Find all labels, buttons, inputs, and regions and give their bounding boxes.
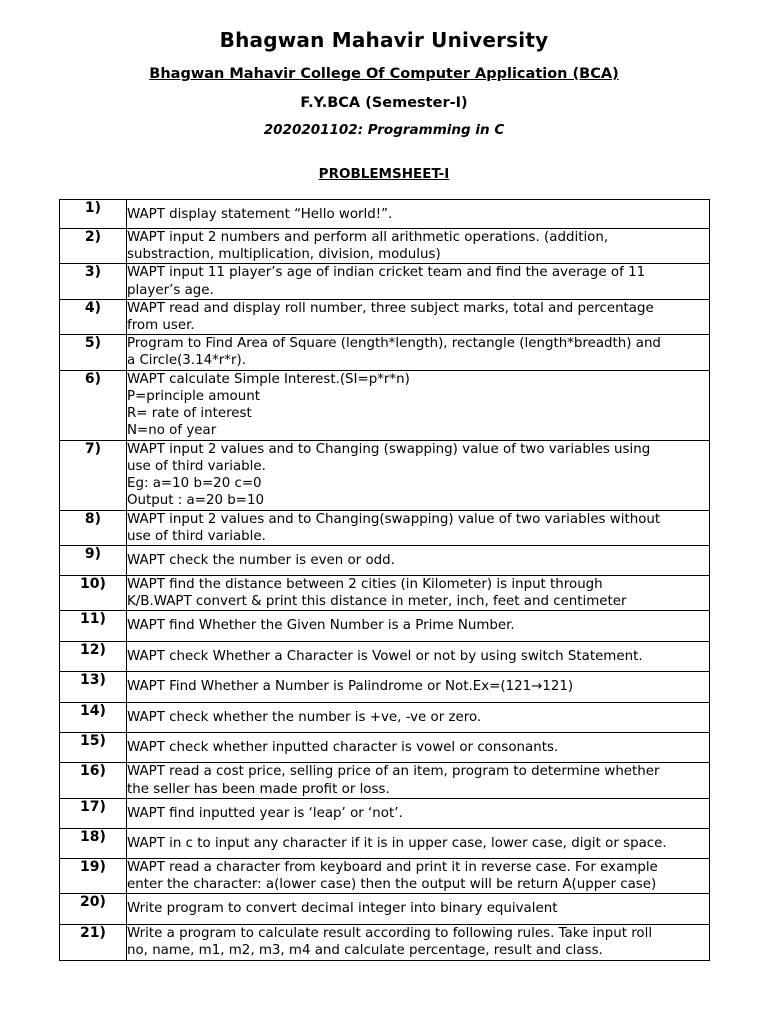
question-number: 6): [60, 370, 127, 440]
question-text: [127, 642, 710, 672]
question-line: WAPT Find Whether a Number is Palindrome or Not.Ex=(121→121): [127, 679, 574, 695]
question-row: [60, 200, 710, 229]
question-line: P=principle amount: [127, 388, 260, 404]
question-line: Program to Find Area of Square (length*length), rectangle (length*breadth) and: [127, 336, 661, 352]
question-row: [60, 229, 710, 264]
question-number: 5): [60, 335, 127, 370]
question-line: Output : a=20 b=10: [127, 493, 265, 509]
question-line: Write a program to calculate result according to following rules. Take input roll: [127, 926, 653, 942]
question-line: WAPT read a cost price, selling price of an item, program to determine whether: [127, 764, 660, 780]
question-line: WAPT calculate Simple Interest.(SI=p*r*n): [127, 371, 410, 387]
question-text: [127, 858, 710, 893]
question-line: WAPT check the number is even or odd.: [127, 553, 395, 569]
question-row: [60, 611, 710, 642]
question-line: K/B.WAPT convert & print this distance in meter, inch, feet and centimeter: [127, 594, 627, 610]
question-number: 15): [60, 733, 127, 763]
question-line: enter the character: a(lower case) then the output will be return A(upper case): [127, 877, 657, 893]
semester-label: F.Y.BCA (Semester-I): [300, 95, 468, 111]
question-line: Eg: a=10 b=20 c=0: [127, 476, 262, 492]
question-row: [60, 510, 710, 545]
question-line: the seller has been made profit or loss.: [127, 781, 390, 797]
question-line: WAPT in c to input any character if it is in upper case, lower case, digit or space.: [127, 835, 667, 851]
question-number: 8): [60, 510, 127, 545]
question-line: WAPT input 2 values and to Changing(swapping) value of two variables without: [127, 511, 661, 527]
question-row: [60, 763, 710, 798]
question-row: [60, 299, 710, 334]
question-line: WAPT check whether inputted character is vowel or consonants.: [127, 740, 559, 756]
question-line: R= rate of interest: [127, 406, 252, 422]
question-number: 11): [60, 611, 127, 642]
question-number: 4): [60, 299, 127, 334]
question-number: 1): [60, 200, 127, 229]
question-text: [127, 200, 710, 229]
question-line: N=no of year: [127, 423, 217, 439]
question-text: [127, 672, 710, 703]
question-text: [127, 763, 710, 798]
university-title: Bhagwan Mahavir University: [219, 28, 549, 52]
question-line: use of third variable.: [127, 458, 266, 474]
question-text: [127, 611, 710, 642]
question-text: [127, 264, 710, 299]
question-text: [127, 299, 710, 334]
question-line: use of third variable.: [127, 528, 266, 544]
question-line: Write program to convert decimal integer into binary equivalent: [127, 901, 558, 917]
question-text: [127, 229, 710, 264]
question-row: [60, 264, 710, 299]
question-text: [127, 703, 710, 733]
question-line: a Circle(3.14*r*r).: [127, 353, 246, 369]
question-text: [127, 440, 710, 510]
question-line: WAPT check whether the number is +ve, -ve or zero.: [127, 710, 482, 726]
question-text: [127, 894, 710, 925]
question-row: [60, 576, 710, 611]
college-name: Bhagwan Mahavir College Of Computer Application (BCA): [149, 66, 619, 82]
question-row: [60, 672, 710, 703]
question-row: [60, 858, 710, 893]
question-text: [127, 925, 710, 960]
question-line: from user.: [127, 318, 195, 334]
question-row: [60, 798, 710, 828]
question-row: [60, 733, 710, 763]
question-line: WAPT find Whether the Given Number is a Prime Number.: [127, 618, 515, 634]
question-line: WAPT display statement “Hello world!”.: [127, 207, 393, 222]
question-row: [60, 642, 710, 672]
question-number: 12): [60, 642, 127, 672]
questions-body: [60, 200, 710, 961]
question-line: WAPT input 2 values and to Changing (swapping) value of two variables using: [127, 441, 651, 457]
question-line: WAPT find inputted year is ‘leap’ or ‘not’.: [127, 805, 403, 821]
question-line: WAPT input 11 player’s age of indian cricket team and find the average of 11: [127, 265, 646, 281]
question-text: [127, 546, 710, 576]
question-line: player’s age.: [127, 282, 214, 298]
question-text: [127, 370, 710, 440]
question-number: 21): [60, 925, 127, 960]
question-line: WAPT find the distance between 2 cities (in Kilometer) is input through: [127, 577, 603, 593]
question-row: [60, 894, 710, 925]
question-number: 3): [60, 264, 127, 299]
question-number: 13): [60, 672, 127, 703]
question-text: [127, 576, 710, 611]
question-number: 9): [60, 546, 127, 576]
question-number: 17): [60, 798, 127, 828]
question-number: 18): [60, 828, 127, 858]
question-row: [60, 370, 710, 440]
question-number: 2): [60, 229, 127, 264]
question-line: WAPT check Whether a Character is Vowel or not by using switch Statement.: [127, 649, 643, 665]
question-line: no, name, m1, m2, m3, m4 and calculate percentage, result and class.: [127, 943, 603, 959]
question-line: WAPT read a character from keyboard and print it in reverse case. For example: [127, 859, 658, 875]
question-text: [127, 335, 710, 370]
question-number: 7): [60, 440, 127, 510]
question-number: 14): [60, 703, 127, 733]
question-text: [127, 733, 710, 763]
question-line: WAPT read and display roll number, three subject marks, total and percentage: [127, 300, 654, 316]
question-row: [60, 546, 710, 576]
question-line: substraction, multiplication, division, modulus): [127, 247, 441, 263]
question-row: [60, 335, 710, 370]
question-row: [60, 925, 710, 960]
question-number: 20): [60, 894, 127, 925]
question-row: [60, 703, 710, 733]
problemsheet-title: PROBLEMSHEET-I: [318, 166, 450, 182]
question-number: 10): [60, 576, 127, 611]
question-text: [127, 798, 710, 828]
question-text: [127, 828, 710, 858]
question-number: 16): [60, 763, 127, 798]
subject-title: 2020201102: Programming in C: [263, 122, 505, 138]
question-row: [60, 828, 710, 858]
questions-table: [59, 199, 710, 961]
question-number: 19): [60, 858, 127, 893]
question-line: WAPT input 2 numbers and perform all arithmetic operations. (addition,: [127, 230, 609, 245]
question-row: [60, 440, 710, 510]
question-text: [127, 510, 710, 545]
